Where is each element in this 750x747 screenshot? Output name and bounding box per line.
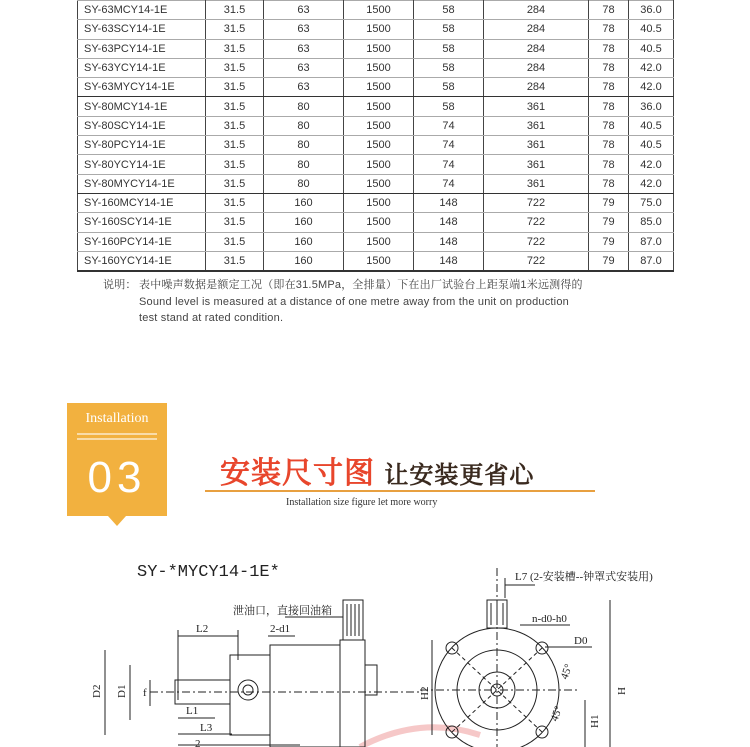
value-cell: 79 — [589, 193, 629, 212]
value-cell: 78 — [589, 174, 629, 193]
value-cell: 284 — [484, 78, 589, 97]
value-cell: 78 — [589, 20, 629, 39]
value-cell: 40.5 — [629, 136, 674, 155]
model-cell: SY-80YCY14-1E — [78, 155, 206, 174]
value-cell: 80 — [264, 155, 344, 174]
value-cell: 148 — [414, 213, 484, 232]
value-cell: 42.0 — [629, 78, 674, 97]
model-cell: SY-160MCY14-1E — [78, 193, 206, 212]
badge-decor-line — [77, 438, 157, 440]
value-cell: 160 — [264, 213, 344, 232]
value-cell: 58 — [414, 39, 484, 58]
value-cell: 58 — [414, 58, 484, 77]
value-cell: 36.0 — [629, 97, 674, 116]
heading-underline — [205, 490, 595, 492]
model-cell: SY-63MCY14-1E — [78, 1, 206, 20]
model-cell: SY-80SCY14-1E — [78, 116, 206, 135]
value-cell: 1500 — [344, 20, 414, 39]
model-cell: SY-160YCY14-1E — [78, 251, 206, 271]
value-cell: 80 — [264, 136, 344, 155]
value-cell: 58 — [414, 1, 484, 20]
value-cell: 40.5 — [629, 39, 674, 58]
spec-row — [78, 155, 674, 174]
spec-row — [78, 20, 674, 39]
value-cell: 148 — [414, 193, 484, 212]
value-cell: 284 — [484, 1, 589, 20]
value-cell: 361 — [484, 116, 589, 135]
spec-row — [78, 232, 674, 251]
value-cell: 36.0 — [629, 1, 674, 20]
value-cell: 31.5 — [206, 78, 264, 97]
side-boss — [365, 665, 377, 695]
value-cell: 40.5 — [629, 116, 674, 135]
value-cell: 31.5 — [206, 20, 264, 39]
spec-row — [78, 58, 674, 77]
value-cell: 361 — [484, 155, 589, 174]
value-cell: 148 — [414, 232, 484, 251]
value-cell: 1500 — [344, 213, 414, 232]
value-cell: 1500 — [344, 116, 414, 135]
value-cell: 722 — [484, 213, 589, 232]
l3-label: L3 — [200, 722, 213, 734]
angle-label-upper: 45° — [558, 662, 576, 682]
value-cell: 58 — [414, 97, 484, 116]
spec-row — [78, 213, 674, 232]
value-cell: 1500 — [344, 193, 414, 212]
model-cell: SY-63SCY14-1E — [78, 20, 206, 39]
spec-row — [78, 136, 674, 155]
value-cell: 361 — [484, 97, 589, 116]
value-cell: 80 — [264, 97, 344, 116]
value-cell: 63 — [264, 20, 344, 39]
value-cell: 78 — [589, 136, 629, 155]
value-cell: 63 — [264, 39, 344, 58]
value-cell: 78 — [589, 78, 629, 97]
value-cell: 58 — [414, 78, 484, 97]
section-number: 03 — [87, 453, 147, 502]
value-cell: 78 — [589, 58, 629, 77]
model-cell: SY-63PCY14-1E — [78, 39, 206, 58]
value-cell: 31.5 — [206, 251, 264, 271]
model-cell: SY-80PCY14-1E — [78, 136, 206, 155]
value-cell: 74 — [414, 155, 484, 174]
spec-table-body — [78, 1, 674, 272]
installation-drawing — [0, 540, 750, 747]
value-cell: 63 — [264, 1, 344, 20]
pump-body — [270, 645, 340, 747]
value-cell: 722 — [484, 251, 589, 271]
l2-label: L2 — [196, 623, 209, 635]
value-cell: 722 — [484, 193, 589, 212]
d2-label: D2 — [91, 684, 103, 698]
note-cn: 表中噪声数据是额定工况（即在31.5MPa，全排量）下在出厂试验台上距泵端1米远测得的 — [139, 279, 583, 291]
value-cell: 31.5 — [206, 155, 264, 174]
value-cell: 1500 — [344, 58, 414, 77]
spec-row — [78, 251, 674, 271]
noise-note — [103, 277, 703, 327]
value-cell: 78 — [589, 39, 629, 58]
value-cell: 1500 — [344, 232, 414, 251]
value-cell: 79 — [589, 251, 629, 271]
value-cell: 63 — [264, 78, 344, 97]
model-cell: SY-160PCY14-1E — [78, 232, 206, 251]
value-cell: 1500 — [344, 251, 414, 271]
value-cell: 284 — [484, 39, 589, 58]
drain-port — [238, 680, 258, 700]
value-cell: 42.0 — [629, 155, 674, 174]
value-cell: 160 — [264, 232, 344, 251]
d0-label: D0 — [574, 635, 588, 647]
value-cell: 1500 — [344, 97, 414, 116]
value-cell: 75.0 — [629, 193, 674, 212]
value-cell: 78 — [589, 97, 629, 116]
heading-rest: 让安装更省心 — [384, 462, 535, 489]
l7-label: L7 (2-安装槽--钟罩式安装用) — [515, 571, 653, 583]
control-knob — [343, 600, 363, 640]
value-cell: 31.5 — [206, 136, 264, 155]
value-cell: 31.5 — [206, 39, 264, 58]
2d1-label: 2-d1 — [270, 623, 291, 635]
spec-row — [78, 1, 674, 20]
control-housing — [340, 640, 365, 747]
n-holes-label: n-d0-h0 — [532, 613, 567, 625]
value-cell: 79 — [589, 213, 629, 232]
spec-row — [78, 193, 674, 212]
h2-label: H2 — [419, 686, 431, 700]
value-cell: 148 — [414, 251, 484, 271]
model-cell: SY-63MYCY14-1E — [78, 78, 206, 97]
value-cell: 58 — [414, 20, 484, 39]
angle-label-lower: 45° — [548, 704, 566, 724]
f-label: f — [143, 687, 147, 699]
value-cell: 80 — [264, 116, 344, 135]
model-cell: SY-80MCY14-1E — [78, 97, 206, 116]
value-cell: 42.0 — [629, 174, 674, 193]
value-cell: 31.5 — [206, 174, 264, 193]
model-cell: SY-80MYCY14-1E — [78, 174, 206, 193]
l1-label: L1 — [186, 705, 199, 717]
value-cell: 1500 — [344, 1, 414, 20]
value-cell: 160 — [264, 193, 344, 212]
model-cell: SY-160SCY14-1E — [78, 213, 206, 232]
model-cell: SY-63YCY14-1E — [78, 58, 206, 77]
value-cell: 63 — [264, 58, 344, 77]
spec-row — [78, 174, 674, 193]
value-cell: 284 — [484, 20, 589, 39]
value-cell: 31.5 — [206, 116, 264, 135]
value-cell: 31.5 — [206, 58, 264, 77]
value-cell: 87.0 — [629, 232, 674, 251]
value-cell: 78 — [589, 1, 629, 20]
value-cell: 160 — [264, 251, 344, 271]
heading-subtitle: Installation size figure let more worry — [286, 497, 438, 508]
value-cell: 31.5 — [206, 97, 264, 116]
value-cell: 40.5 — [629, 20, 674, 39]
note-en-line1: Sound level is measured at a distance of one metre away from the unit on production — [139, 295, 569, 308]
value-cell: 1500 — [344, 136, 414, 155]
value-cell: 361 — [484, 136, 589, 155]
h-label: H — [616, 687, 628, 695]
value-cell: 1500 — [344, 39, 414, 58]
value-cell: 1500 — [344, 155, 414, 174]
value-cell: 85.0 — [629, 213, 674, 232]
note-en-line2: test stand at rated condition. — [139, 312, 284, 324]
badge-title: Installation — [85, 411, 149, 426]
value-cell: 31.5 — [206, 213, 264, 232]
value-cell: 31.5 — [206, 193, 264, 212]
watermark-swirl — [360, 727, 480, 747]
spec-row — [78, 116, 674, 135]
value-cell: 31.5 — [206, 1, 264, 20]
value-cell: 284 — [484, 58, 589, 77]
value-cell: 1500 — [344, 78, 414, 97]
value-cell: 1500 — [344, 174, 414, 193]
value-cell: 74 — [414, 136, 484, 155]
spec-row — [78, 78, 674, 97]
value-cell: 361 — [484, 174, 589, 193]
badge-decor-line — [77, 433, 157, 435]
heading-main: 安装尺寸图 — [220, 457, 375, 490]
drain-label: 泄油口，直接回油箱 — [233, 605, 332, 617]
value-cell: 79 — [589, 232, 629, 251]
note-label: 说明： — [103, 279, 137, 291]
value-cell: 42.0 — [629, 58, 674, 77]
spec-row — [78, 97, 674, 116]
spec-row — [78, 39, 674, 58]
value-cell: 31.5 — [206, 232, 264, 251]
d1-label: D1 — [116, 684, 128, 698]
value-cell: 78 — [589, 116, 629, 135]
value-cell: 74 — [414, 174, 484, 193]
spec-table — [77, 0, 674, 272]
value-cell: 78 — [589, 155, 629, 174]
section-heading — [220, 448, 534, 492]
value-cell: 80 — [264, 174, 344, 193]
value-cell: 74 — [414, 116, 484, 135]
value-cell: 87.0 — [629, 251, 674, 271]
section-badge — [67, 403, 167, 516]
h1-label: H1 — [589, 714, 601, 728]
l-label: 2 — [195, 738, 201, 747]
model-title: SY-*MYCY14-1E* — [137, 563, 280, 582]
value-cell: 722 — [484, 232, 589, 251]
